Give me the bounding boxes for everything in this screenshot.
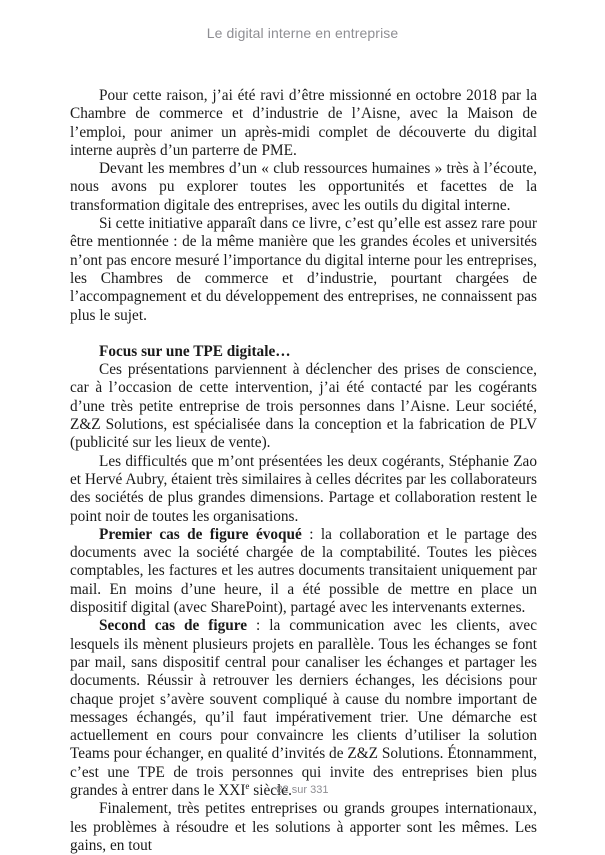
paragraph: Si cette initiative apparaît dans ce livre, c’est qu’elle est assez rare pour être mentionnée : de la même manière que les grandes écoles et universités n’ont pas encore mesuré l’importance du digital interne pour les entreprises, les Chambres de commerce et d’industrie, pourtant chargées de l’accompagnement et du développement des entreprises, ne connaissent pas plus le sujet. [70,215,537,324]
book-title-header: Le digital interne en entreprise [206,25,399,41]
paragraph [70,526,537,617]
paragraph-text: : la communication avec les clients, avec lesquels ils mènent plusieurs projets en parallèle. Tous les échanges se font par mail, sans dispositif central pour canaliser les échanges et partager les documents. Réussir à retrouver les derniers échanges, les décisions pour chaque projet s’avère souvent compliqué à cause du nombre important de messages échangés, qu’il faut impérativement trier. Une démarche est actuellement en cours pour convaincre les clients d’utiliser la solution Teams pour échanger, en qualité d’invités de Z&Z Solutions. Étonnamment, c’est une TPE de trois personnes qui invite des entreprises bien plus grandes à entrer dans le XXI [70,617,538,799]
paragraph: Devant les membres d’un « club ressources humaines » très à l’écoute, nous avons pu explorer toutes les opportunités et facettes de la transformation digitale des entreprises, avec les outils du digital interne. [70,160,537,214]
paragraph: Pour cette raison, j’ai été ravi d’être missionné en octobre 2018 par la Chambre de commerce et d’industrie de l’Aisne, avec la Maison de l’emploi, pour animer un après-midi complet de découverte du digital interne auprès d’un parterre de PME. [70,87,537,159]
superscript: e [245,780,250,791]
paragraph-text: : la collaboration et le partage des documents avec la société chargée de la comptabilité. Toutes les pièces comptables, les factures et les autres documents transitaient uniquement par mail. En moins d’une heure, il a été possible de mettre en place un dispositif digital (avec SharePoint), partagé avec les intervenants externes. [70,525,537,617]
page-content [70,87,537,855]
paragraph-text: siècle. [249,781,292,799]
page-indicator: 82 sur 331 [276,784,329,796]
paragraph: Les difficultés que m’ont présentées les deux cogérants, Stéphanie Zao et Hervé Aubry, étaient très similaires à celles décrites par les collaborateurs des sociétés de plus grandes dimensions. Partage et collaboration restent le point noir de toutes les organisations. [70,452,537,525]
paragraph: Ces présentations parviennent à déclencher des prises de conscience, car à l’occasion de cette intervention, j’ai été contacté par les cogérants d’une très petite entreprise de trois personnes dans l’Aisne. Leur société, Z&Z Solutions, est spécialisée dans la conception et la fabrication de PLV (publicité sur les lieux de vente). [70,361,537,452]
paragraph: Finalement, très petites entreprises ou grands groupes internationaux, les problèmes à résoudre et les solutions à apporter sont les mêmes. Les gains, en tout [70,800,537,854]
case-label-bold: Premier cas de figure évoqué [99,525,302,543]
case-label-bold: Second cas de figure [99,617,248,635]
section-heading: Focus sur une TPE digitale… [99,342,291,360]
paragraph [70,617,537,800]
